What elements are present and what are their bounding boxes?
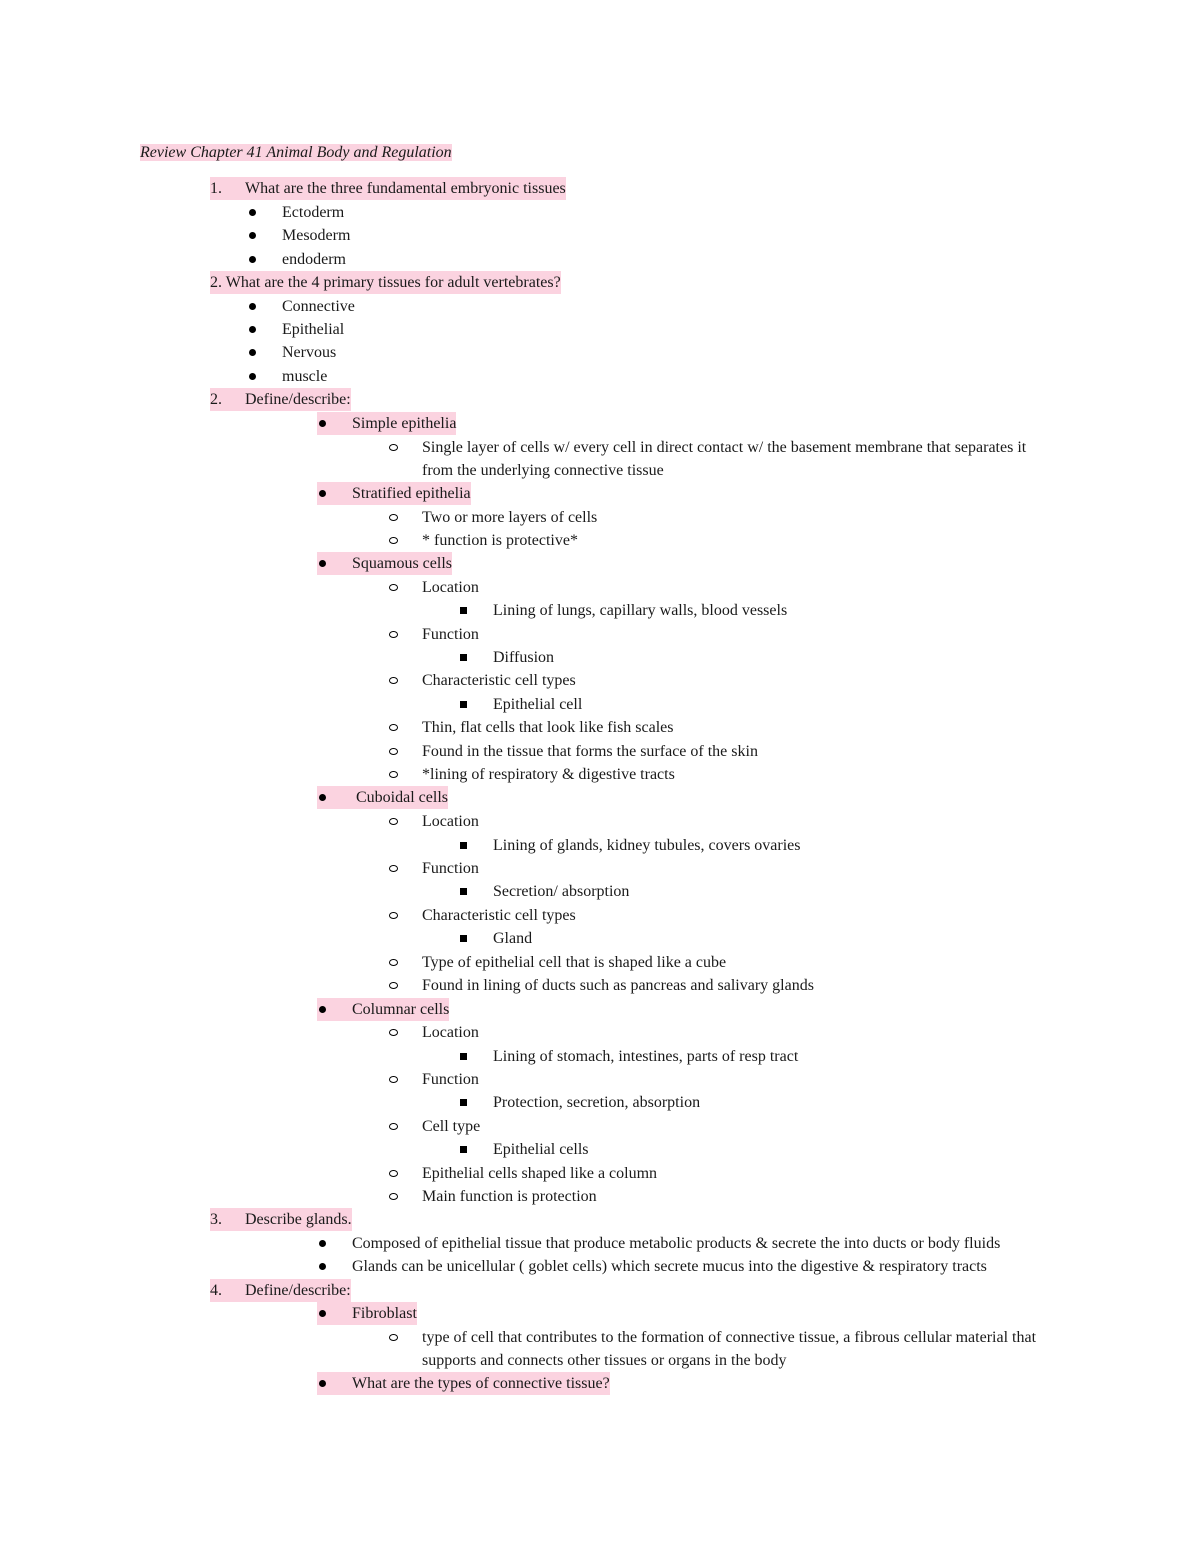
list-item: Ectoderm [247, 201, 344, 224]
term-fibroblast: Fibroblast [317, 1302, 417, 1325]
hollow-bullet-icon [389, 677, 398, 684]
square-bullet-icon [460, 888, 467, 895]
list-item-continued: supports and connects other tissues or organs in the body [422, 1352, 787, 1369]
hollow-bullet-icon [389, 818, 398, 825]
bullet-icon [319, 1263, 326, 1270]
square-bullet-icon [460, 1146, 467, 1153]
bullet-icon [249, 349, 256, 356]
bullet-icon [319, 794, 326, 801]
hollow-bullet-icon [389, 912, 398, 919]
bullet-icon [319, 490, 326, 497]
list-item: Function [388, 623, 479, 646]
square-bullet-icon [460, 842, 467, 849]
list-item: Cell type [388, 1115, 480, 1138]
list-item: Found in the tissue that forms the surface of the skin [388, 740, 758, 763]
list-item: Location [388, 810, 479, 833]
term-squamous-cells: Squamous cells [317, 552, 452, 575]
list-item: Function [388, 857, 479, 880]
bullet-icon [319, 1380, 326, 1387]
term-columnar-cells: Columnar cells [317, 998, 449, 1021]
list-item: Composed of epithelial tissue that produce metabolic products & secrete the into ducts or body fluids [317, 1232, 1000, 1255]
term-connective-types-question: What are the types of connective tissue? [317, 1372, 610, 1395]
hollow-bullet-icon [389, 514, 398, 521]
hollow-bullet-icon [389, 865, 398, 872]
list-item-continued: from the underlying connective tissue [422, 462, 664, 479]
bullet-icon [319, 420, 326, 427]
list-item: Secretion/ absorption [458, 880, 629, 903]
bullet-icon [249, 373, 256, 380]
question-2: 2. What are the 4 primary tissues for adult vertebrates? [210, 271, 561, 294]
list-item: Glands can be unicellular ( goblet cells) which secrete mucus into the digestive & respiratory tracts [317, 1255, 987, 1278]
bullet-icon [249, 232, 256, 239]
list-item: Characteristic cell types [388, 904, 576, 927]
hollow-bullet-icon [389, 537, 398, 544]
list-item: Location [388, 1021, 479, 1044]
square-bullet-icon [460, 701, 467, 708]
page-title: Review Chapter 41 Animal Body and Regulation [140, 144, 452, 161]
hollow-bullet-icon [389, 1123, 398, 1130]
term-stratified-epithelia: Stratified epithelia [317, 482, 471, 505]
list-item: Epithelial cell [458, 693, 582, 716]
list-item: muscle [247, 365, 327, 388]
hollow-bullet-icon [389, 584, 398, 591]
list-item: Location [388, 576, 479, 599]
hollow-bullet-icon [389, 1170, 398, 1177]
square-bullet-icon [460, 935, 467, 942]
hollow-bullet-icon [389, 1334, 398, 1341]
list-item: Epithelial [247, 318, 344, 341]
hollow-bullet-icon [389, 631, 398, 638]
square-bullet-icon [460, 1099, 467, 1106]
question-4: 4. Define/describe: [210, 1279, 351, 1302]
hollow-bullet-icon [389, 748, 398, 755]
list-item: Lining of lungs, capillary walls, blood vessels [458, 599, 787, 622]
term-simple-epithelia: Simple epithelia [317, 412, 456, 435]
square-bullet-icon [460, 654, 467, 661]
list-item: Gland [458, 927, 532, 950]
list-item: * function is protective* [388, 529, 578, 552]
bullet-icon [319, 560, 326, 567]
question-1: 1. What are the three fundamental embryonic tissues [210, 177, 566, 200]
bullet-icon [249, 209, 256, 216]
list-item: endoderm [247, 248, 346, 271]
list-item: Lining of glands, kidney tubules, covers ovaries [458, 834, 801, 857]
list-item: Function [388, 1068, 479, 1091]
bullet-icon [249, 256, 256, 263]
term-cuboidal-cells: Cuboidal cells [317, 786, 448, 809]
list-item: Thin, flat cells that look like fish scales [388, 716, 674, 739]
list-item: type of cell that contributes to the formation of connective tissue, a fibrous cellular material that [388, 1326, 1036, 1349]
hollow-bullet-icon [389, 1029, 398, 1036]
hollow-bullet-icon [389, 771, 398, 778]
hollow-bullet-icon [389, 444, 398, 451]
square-bullet-icon [460, 1053, 467, 1060]
list-item: Diffusion [458, 646, 554, 669]
list-item: Lining of stomach, intestines, parts of resp tract [458, 1045, 798, 1068]
list-item: Characteristic cell types [388, 669, 576, 692]
bullet-icon [319, 1006, 326, 1013]
list-item: Nervous [247, 341, 336, 364]
question-3: 3. Describe glands. [210, 1208, 352, 1231]
hollow-bullet-icon [389, 982, 398, 989]
hollow-bullet-icon [389, 724, 398, 731]
list-item: Epithelial cells [458, 1138, 589, 1161]
square-bullet-icon [460, 607, 467, 614]
hollow-bullet-icon [389, 1193, 398, 1200]
hollow-bullet-icon [389, 959, 398, 966]
bullet-icon [249, 303, 256, 310]
question-2b: 2. Define/describe: [210, 388, 351, 411]
list-item: Connective [247, 295, 355, 318]
list-item: Epithelial cells shaped like a column [388, 1162, 657, 1185]
list-item: Type of epithelial cell that is shaped like a cube [388, 951, 726, 974]
list-item: Mesoderm [247, 224, 350, 247]
list-item: Protection, secretion, absorption [458, 1091, 700, 1114]
hollow-bullet-icon [389, 1076, 398, 1083]
list-item: Single layer of cells w/ every cell in direct contact w/ the basement membrane that separates it [388, 436, 1026, 459]
list-item: *lining of respiratory & digestive tracts [388, 763, 675, 786]
list-item: Found in lining of ducts such as pancreas and salivary glands [388, 974, 814, 997]
list-item: Main function is protection [388, 1185, 597, 1208]
bullet-icon [249, 326, 256, 333]
list-item: Two or more layers of cells [388, 506, 597, 529]
bullet-icon [319, 1240, 326, 1247]
bullet-icon [319, 1310, 326, 1317]
